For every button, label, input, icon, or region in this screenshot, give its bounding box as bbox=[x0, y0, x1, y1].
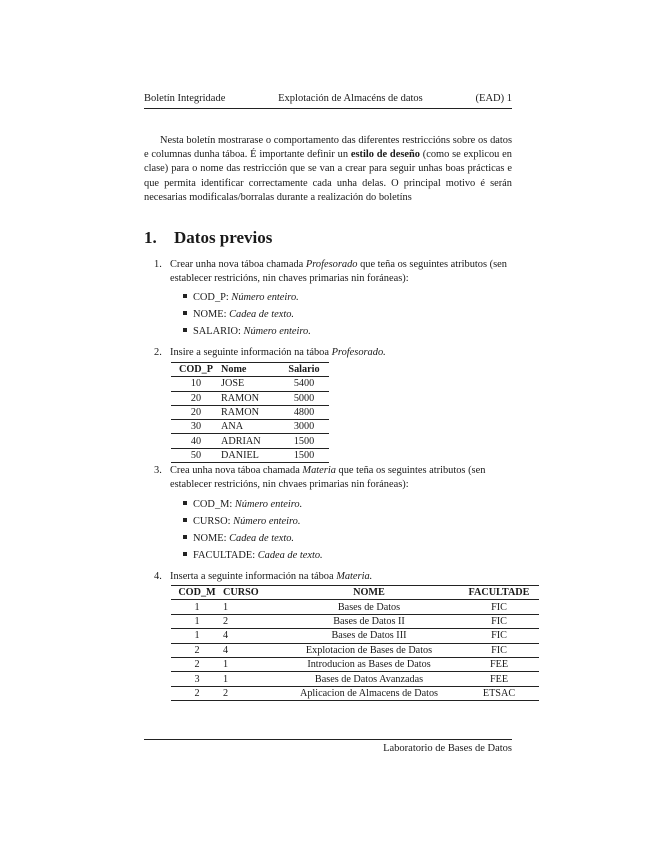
table-cell: 5000 bbox=[279, 391, 329, 405]
table-cell: FIC bbox=[459, 629, 539, 643]
intro-bold: estilo de deseño bbox=[350, 149, 420, 161]
bullet-label: NOME: bbox=[193, 533, 230, 544]
bullet-icon bbox=[183, 552, 187, 556]
bullet-item bbox=[183, 292, 299, 303]
column-header: FACULTADE bbox=[459, 586, 539, 600]
intro-text-1: Nesta boletín mostrarase o comportamento das diferentes restriccións sobre os datos e columnas dunha táboa. É importante definir un bbox=[144, 135, 512, 161]
header-center: Explotación de Almacéns de datos bbox=[278, 93, 423, 104]
item-text: que teña os seguintes atributos (sen establecer restricións, nin chaves primarias nin foráneas): bbox=[170, 259, 507, 284]
bullet-item bbox=[183, 550, 323, 561]
item-number: 1. bbox=[154, 259, 162, 270]
bullet-icon bbox=[183, 294, 187, 298]
item-emphasis: Profesorado. bbox=[331, 347, 386, 358]
table-cell: RAMON bbox=[221, 405, 279, 419]
materia-table bbox=[171, 585, 539, 701]
table-row bbox=[171, 672, 539, 686]
table-cell: FIC bbox=[459, 600, 539, 614]
item-text: Inserta a seguinte información na táboa bbox=[170, 571, 337, 582]
table-cell: 1500 bbox=[279, 434, 329, 448]
table-cell: 2 bbox=[171, 686, 223, 700]
table-cell: FIC bbox=[459, 643, 539, 657]
table-row bbox=[171, 420, 329, 434]
bullet-type: Cadea de texto. bbox=[229, 309, 294, 320]
table-row bbox=[171, 377, 329, 391]
bullet-type: Cadea de texto. bbox=[257, 550, 323, 561]
bullet-type: Número enteiro. bbox=[231, 292, 299, 303]
table-cell: JOSE bbox=[221, 377, 279, 391]
table-cell: RAMON bbox=[221, 391, 279, 405]
table-cell: 30 bbox=[171, 420, 221, 434]
table-cell: ADRIAN bbox=[221, 434, 279, 448]
item-text: Insire a seguinte información na táboa bbox=[170, 347, 332, 358]
list-item bbox=[154, 464, 512, 492]
bullet-label: FACULTADE: bbox=[193, 550, 258, 561]
table-row bbox=[171, 643, 539, 657]
column-header: Nome bbox=[221, 363, 279, 377]
list-item bbox=[154, 346, 512, 360]
table-cell: Bases de Datos III bbox=[279, 629, 459, 643]
table-cell: ETSAC bbox=[459, 686, 539, 700]
table-row bbox=[171, 686, 539, 700]
table-cell: 20 bbox=[171, 391, 221, 405]
bullet-icon bbox=[183, 328, 187, 332]
table-cell: Bases de Datos bbox=[279, 600, 459, 614]
table-cell: 4 bbox=[223, 629, 279, 643]
item-text: Crea unha nova táboa chamada bbox=[170, 465, 303, 476]
section-heading bbox=[144, 228, 272, 248]
table-cell: DANIEL bbox=[221, 448, 279, 462]
table-cell: 2 bbox=[171, 657, 223, 671]
table-row bbox=[171, 391, 329, 405]
table-cell: 3000 bbox=[279, 420, 329, 434]
bullet-type: Número enteiro. bbox=[243, 326, 311, 337]
bullet-label: COD_P: bbox=[193, 292, 232, 303]
table-cell: 4800 bbox=[279, 405, 329, 419]
table-row bbox=[171, 448, 329, 462]
bullet-icon bbox=[183, 518, 187, 522]
list-item bbox=[154, 258, 512, 286]
bullet-icon bbox=[183, 535, 187, 539]
page-footer: Laboratorio de Bases de Datos bbox=[383, 743, 512, 754]
table-cell: Bases de Datos II bbox=[279, 614, 459, 628]
table-row bbox=[171, 657, 539, 671]
table-cell: 1 bbox=[171, 629, 223, 643]
item-number: 4. bbox=[154, 571, 162, 582]
table-cell: Introducion as Bases de Datos bbox=[279, 657, 459, 671]
item-emphasis: Materia. bbox=[336, 571, 373, 582]
table-cell: FIC bbox=[459, 614, 539, 628]
table-row bbox=[171, 405, 329, 419]
item-emphasis: Materia bbox=[302, 465, 336, 476]
bullet-type: Cadea de texto. bbox=[229, 533, 294, 544]
table-cell: 1 bbox=[171, 600, 223, 614]
bullet-label: COD_M: bbox=[193, 499, 235, 510]
table-cell: ANA bbox=[221, 420, 279, 434]
table-cell: 20 bbox=[171, 405, 221, 419]
bullet-label: NOME: bbox=[193, 309, 230, 320]
table-cell: Aplicacion de Almacens de Datos bbox=[279, 686, 459, 700]
table-cell: 4 bbox=[223, 643, 279, 657]
column-header: COD_M bbox=[171, 586, 223, 600]
table-cell: 5400 bbox=[279, 377, 329, 391]
list-item bbox=[154, 570, 512, 584]
table-row bbox=[171, 629, 539, 643]
column-header: CURSO bbox=[223, 586, 279, 600]
bullet-type: Número enteiro. bbox=[233, 516, 301, 527]
profesorado-table bbox=[171, 362, 329, 463]
table-cell: 2 bbox=[223, 614, 279, 628]
bullet-icon bbox=[183, 501, 187, 505]
bullet-icon bbox=[183, 311, 187, 315]
item-number: 2. bbox=[154, 347, 162, 358]
table-cell: 10 bbox=[171, 377, 221, 391]
item-text: que teña os seguintes atributos (sen establecer restricións, nin chvaes primarias nin foráneas): bbox=[170, 465, 486, 490]
table-row bbox=[171, 600, 539, 614]
table-cell: 1 bbox=[223, 657, 279, 671]
table-row bbox=[171, 614, 539, 628]
bullet-item bbox=[183, 309, 294, 320]
intro-text-2: (como se explicou en clase) para o nome das restricción que se van a crear para seguir unhas boas prácticas e que permita identificar correctamente cada unha delas. O principal motivo é serán necesarias modificalas/borralas durante a realización do boletíns bbox=[144, 149, 512, 203]
item-text: Crear unha nova táboa chamada bbox=[170, 259, 306, 270]
footer-rule bbox=[144, 739, 512, 740]
table-cell: 1 bbox=[223, 600, 279, 614]
intro-paragraph bbox=[144, 134, 512, 205]
header-left: Boletín Integridade bbox=[144, 93, 226, 104]
section-title: Datos previos bbox=[174, 228, 273, 247]
page-header bbox=[144, 93, 512, 104]
table-cell: Bases de Datos Avanzadas bbox=[279, 672, 459, 686]
column-header: Salario bbox=[279, 363, 329, 377]
table-cell: FEE bbox=[459, 672, 539, 686]
table-cell: 1 bbox=[223, 672, 279, 686]
bullet-type: Número enteiro. bbox=[234, 499, 303, 510]
header-rule bbox=[144, 108, 512, 109]
header-right: (EAD) 1 bbox=[475, 93, 512, 104]
table-cell: FEE bbox=[459, 657, 539, 671]
item-emphasis: Profesorado bbox=[305, 259, 358, 270]
bullet-item bbox=[183, 499, 302, 510]
table-cell: 1 bbox=[171, 614, 223, 628]
table-cell: 50 bbox=[171, 448, 221, 462]
item-number: 3. bbox=[154, 465, 162, 476]
bullet-item bbox=[183, 326, 311, 337]
table-cell: Explotacion de Bases de Datos bbox=[279, 643, 459, 657]
table-row bbox=[171, 434, 329, 448]
bullet-label: CURSO: bbox=[193, 516, 234, 527]
column-header: NOME bbox=[279, 586, 459, 600]
bullet-label: SALARIO: bbox=[193, 326, 244, 337]
bullet-item bbox=[183, 516, 300, 527]
table-cell: 1500 bbox=[279, 448, 329, 462]
column-header: COD_P bbox=[171, 363, 221, 377]
table-cell: 2 bbox=[171, 643, 223, 657]
section-number: 1. bbox=[144, 228, 157, 247]
table-cell: 3 bbox=[171, 672, 223, 686]
table-cell: 2 bbox=[223, 686, 279, 700]
table-cell: 40 bbox=[171, 434, 221, 448]
bullet-item bbox=[183, 533, 294, 544]
